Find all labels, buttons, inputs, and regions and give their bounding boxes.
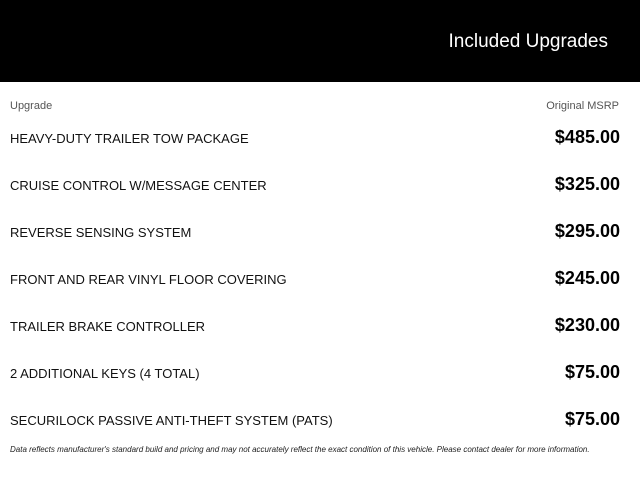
- header-banner: [0, 0, 640, 82]
- upgrade-row: [0, 303, 640, 350]
- upgrade-row: [0, 256, 640, 303]
- column-header-upgrade: Upgrade: [10, 100, 53, 112]
- page-title: Included Upgrades: [448, 31, 608, 52]
- upgrade-row: [0, 115, 640, 162]
- upgrade-row: [0, 209, 640, 256]
- disclaimer-text: Data reflects manufacturer's standard build and pricing and may not accurately reflect the exact condition of this vehicle. Please contact dealer for more information.: [10, 445, 590, 454]
- upgrade-price: $75.00: [564, 362, 620, 382]
- upgrade-name: TRAILER BRAKE CONTROLLER: [10, 319, 206, 334]
- upgrade-row: [0, 162, 640, 209]
- column-header-msrp: Original MSRP: [546, 100, 619, 112]
- upgrade-name: 2 ADDITIONAL KEYS (4 TOTAL): [10, 366, 200, 381]
- upgrade-price: $245.00: [554, 268, 620, 288]
- upgrade-price: $485.00: [554, 127, 620, 147]
- upgrade-price: $295.00: [554, 221, 620, 241]
- upgrades-list: [0, 115, 640, 444]
- upgrade-name: HEAVY-DUTY TRAILER TOW PACKAGE: [10, 131, 249, 146]
- upgrade-row: [0, 397, 640, 444]
- upgrade-name: CRUISE CONTROL W/MESSAGE CENTER: [10, 178, 267, 193]
- upgrade-name: SECURILOCK PASSIVE ANTI-THEFT SYSTEM (PATS): [10, 413, 333, 428]
- upgrade-name: FRONT AND REAR VINYL FLOOR COVERING: [10, 272, 287, 287]
- upgrade-price: $75.00: [564, 409, 620, 429]
- upgrade-price: $230.00: [554, 315, 620, 335]
- upgrade-row: [0, 350, 640, 397]
- upgrade-name: REVERSE SENSING SYSTEM: [10, 225, 192, 240]
- upgrade-price: $325.00: [554, 174, 620, 194]
